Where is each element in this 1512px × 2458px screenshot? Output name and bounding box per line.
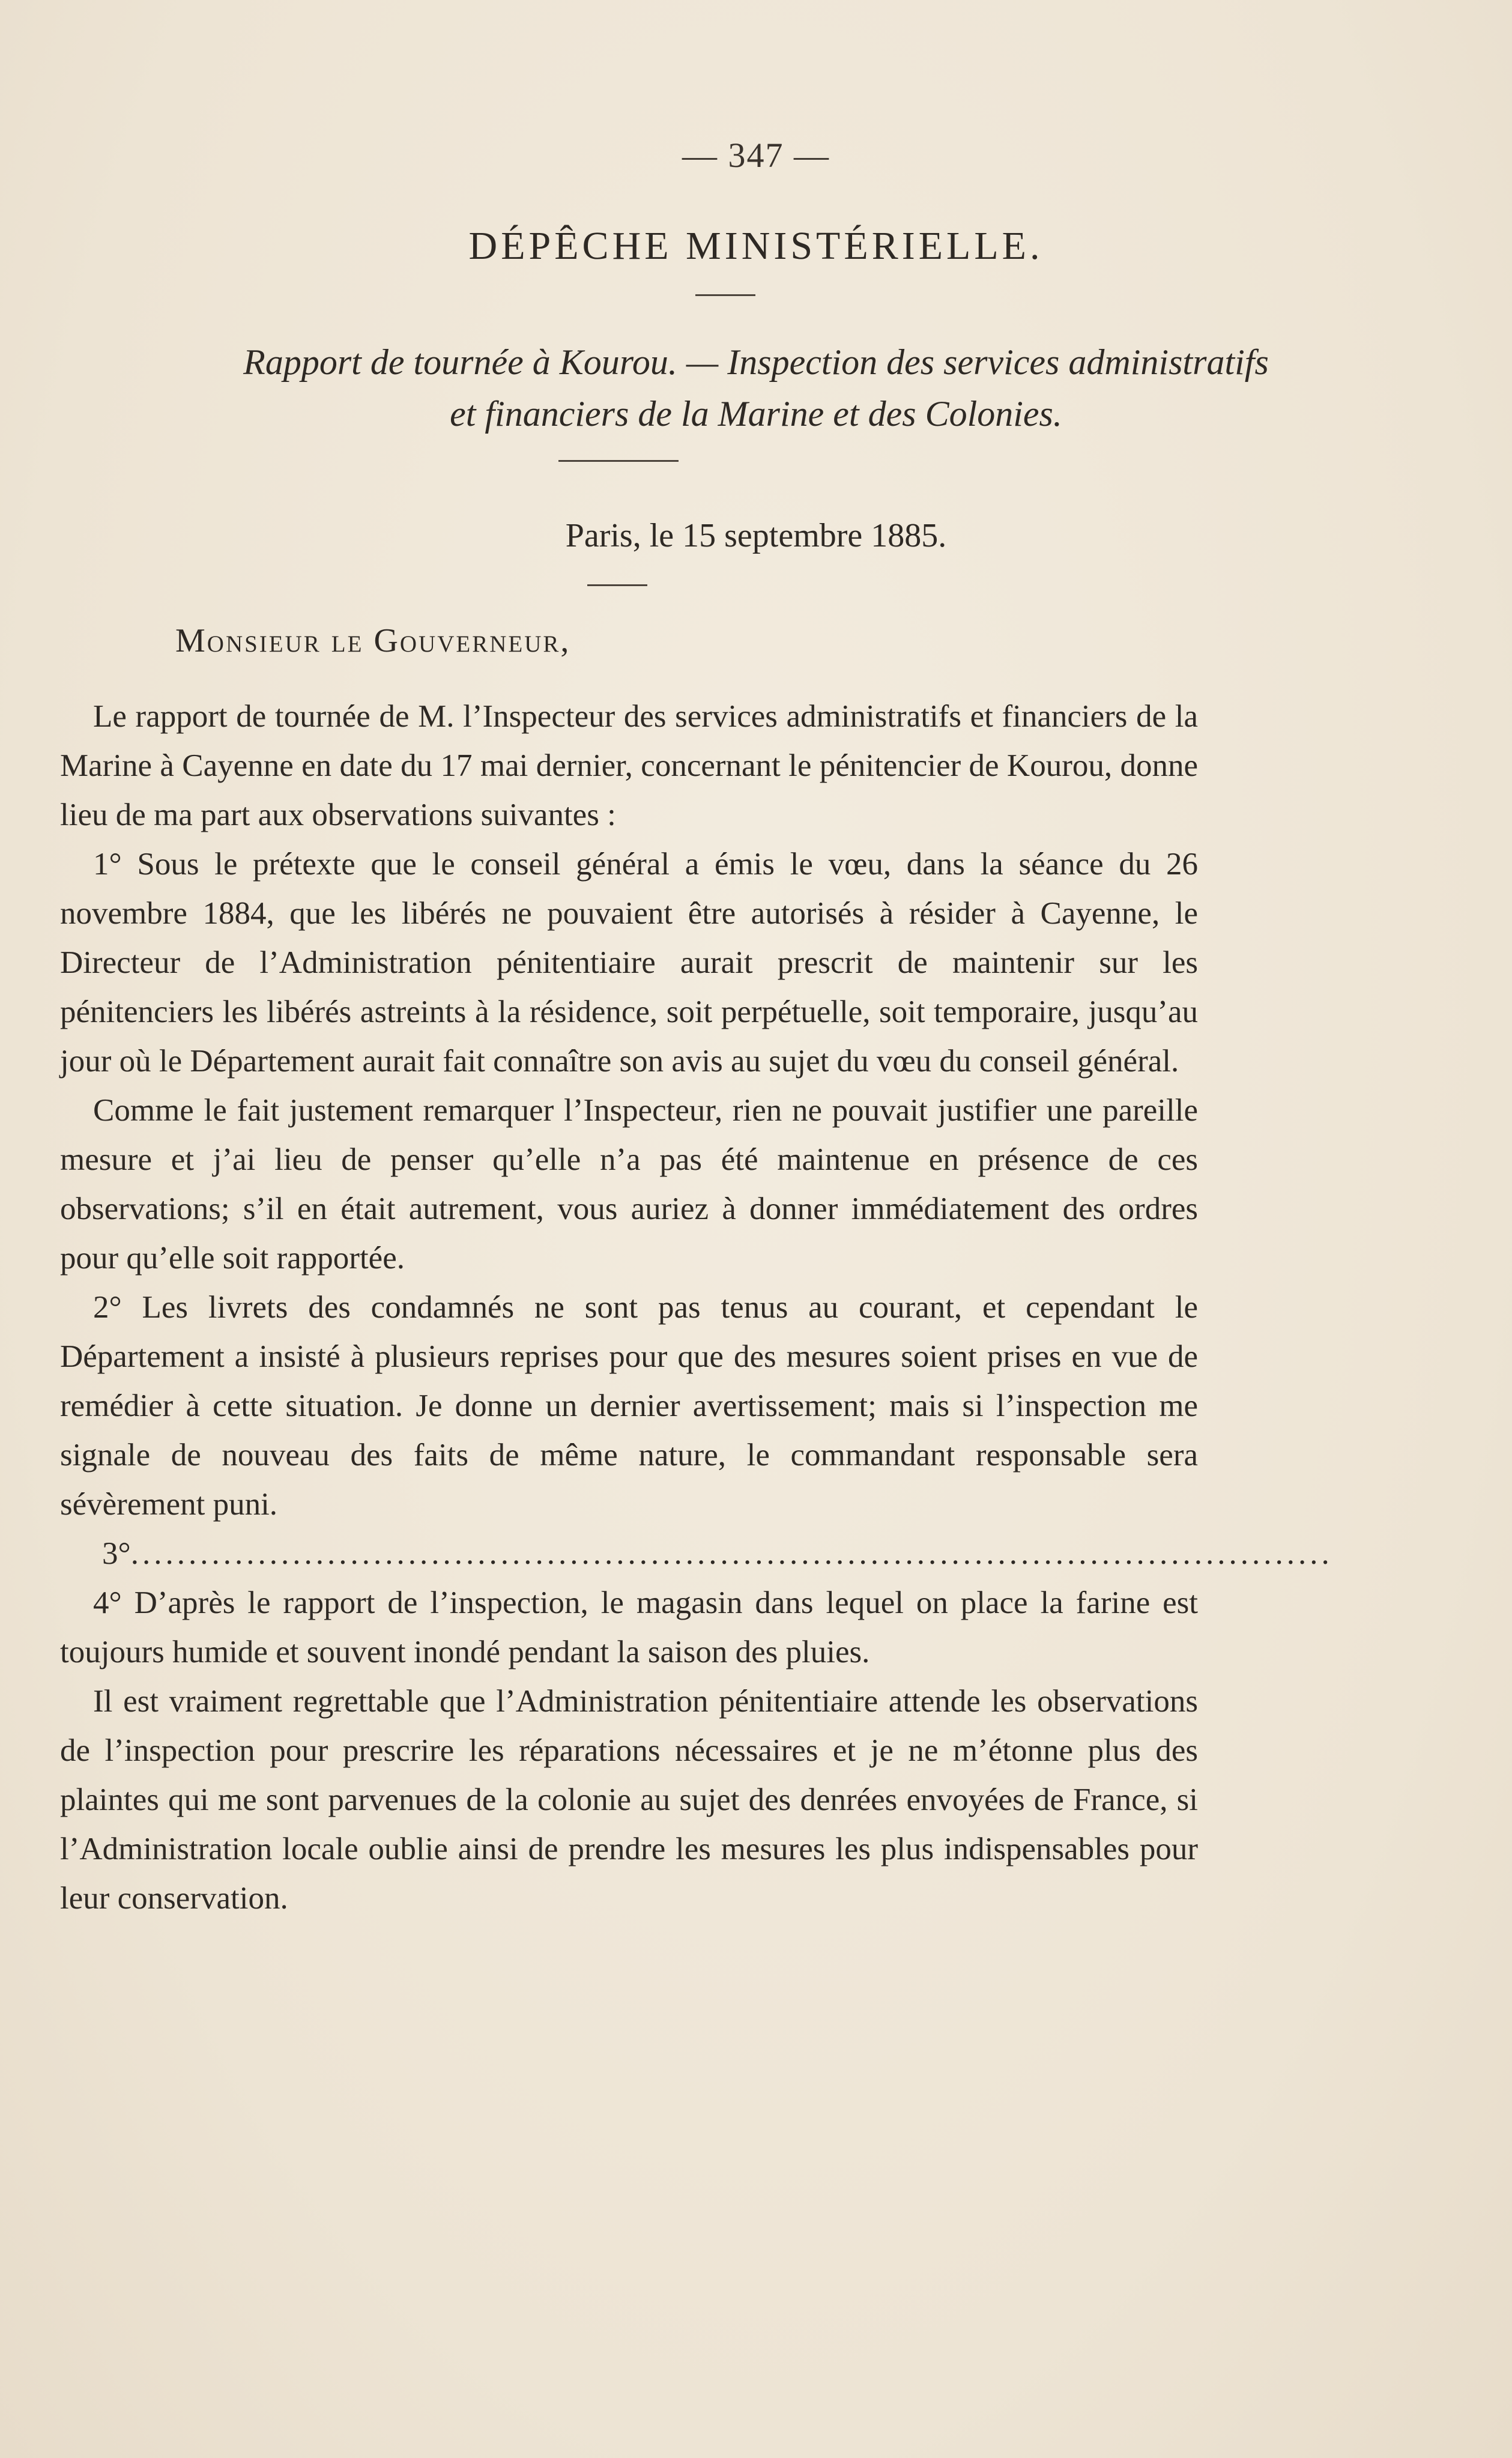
subtitle-line-1: Rapport de tournée à Kourou. — Inspection des services administratifs (243, 342, 1269, 382)
paragraph-5-leader: ........................................................................................................ (130, 1536, 1333, 1571)
letter-body (60, 692, 1333, 1923)
paragraph-6: 4° D’après le rapport de l’inspection, le magasin dans lequel on place la farine est toujours humide et souvent inondé pendant la saison des pluies. (60, 1585, 1198, 1669)
paragraph-5 (60, 1529, 1333, 1578)
paragraph-7: Il est vraiment regrettable que l’Administration pénitentiaire attende les observations de l’inspection pour prescrire les réparations nécessaires et je ne m’étonne plus des plaintes qui me sont parvenues de la colonie au sujet des denrées envoyées de France, si l’Administration locale oublie ainsi de prendre les mesures les plus indispensables pour leur conservation. (60, 1684, 1198, 1916)
subtitle-line-2: et financiers de la Marine et des Colonies. (450, 394, 1062, 434)
salutation: Monsieur le Gouverneur, (175, 622, 571, 659)
document-title: DÉPÊCHE MINISTÉRIELLE. (468, 224, 1044, 268)
document-subtitle (0, 336, 1512, 440)
paragraph-3: Comme le fait justement remarquer l’Inspecteur, rien ne pouvait justifier une pareille mesure et j’ai lieu de penser qu’elle n’a pas été maintenue en présence de ces observations; s’il en était autrement, vous auriez à donner immédiatement des ordres pour qu’elle soit rapportée. (60, 1093, 1198, 1276)
paragraph-5-label: 3° (102, 1536, 131, 1571)
subtitle-divider (558, 460, 679, 462)
title-divider (695, 294, 755, 296)
date-line: Paris, le 15 septembre 1885. (565, 517, 947, 554)
paragraph-4: 2° Les livrets des condamnés ne sont pas tenus au courant, et cependant le Département a insisté à plusieurs reprises pour que des mesures soient prises en vue de remédier à cette situation. Je donne un dernier avertissement; mais si l’inspection me signale de nouveau des faits de même nature, le commandant responsable sera sévèrement puni. (60, 1290, 1198, 1522)
date-divider (587, 584, 647, 586)
page-number: — 347 — (682, 136, 830, 175)
paragraph-2: 1° Sous le prétexte que le conseil général a émis le vœu, dans la séance du 26 novembre 1884, que les libérés ne pouvaient être autorisés à résider à Cayenne, le Directeur de l’Administration pénitentiaire aurait prescrit de maintenir sur les pénitenciers les libérés astreints à la résidence, soit perpétuelle, soit temporaire, jusqu’au jour où le Département aurait fait connaître son avis au sujet du vœu du conseil général. (60, 847, 1198, 1079)
paragraph-1: Le rapport de tournée de M. l’Inspecteur des services administratifs et financiers de la Marine à Cayenne en date du 17 mai dernier, concernant le pénitencier de Kourou, donne lieu de ma part aux observations suivantes : (60, 699, 1198, 832)
